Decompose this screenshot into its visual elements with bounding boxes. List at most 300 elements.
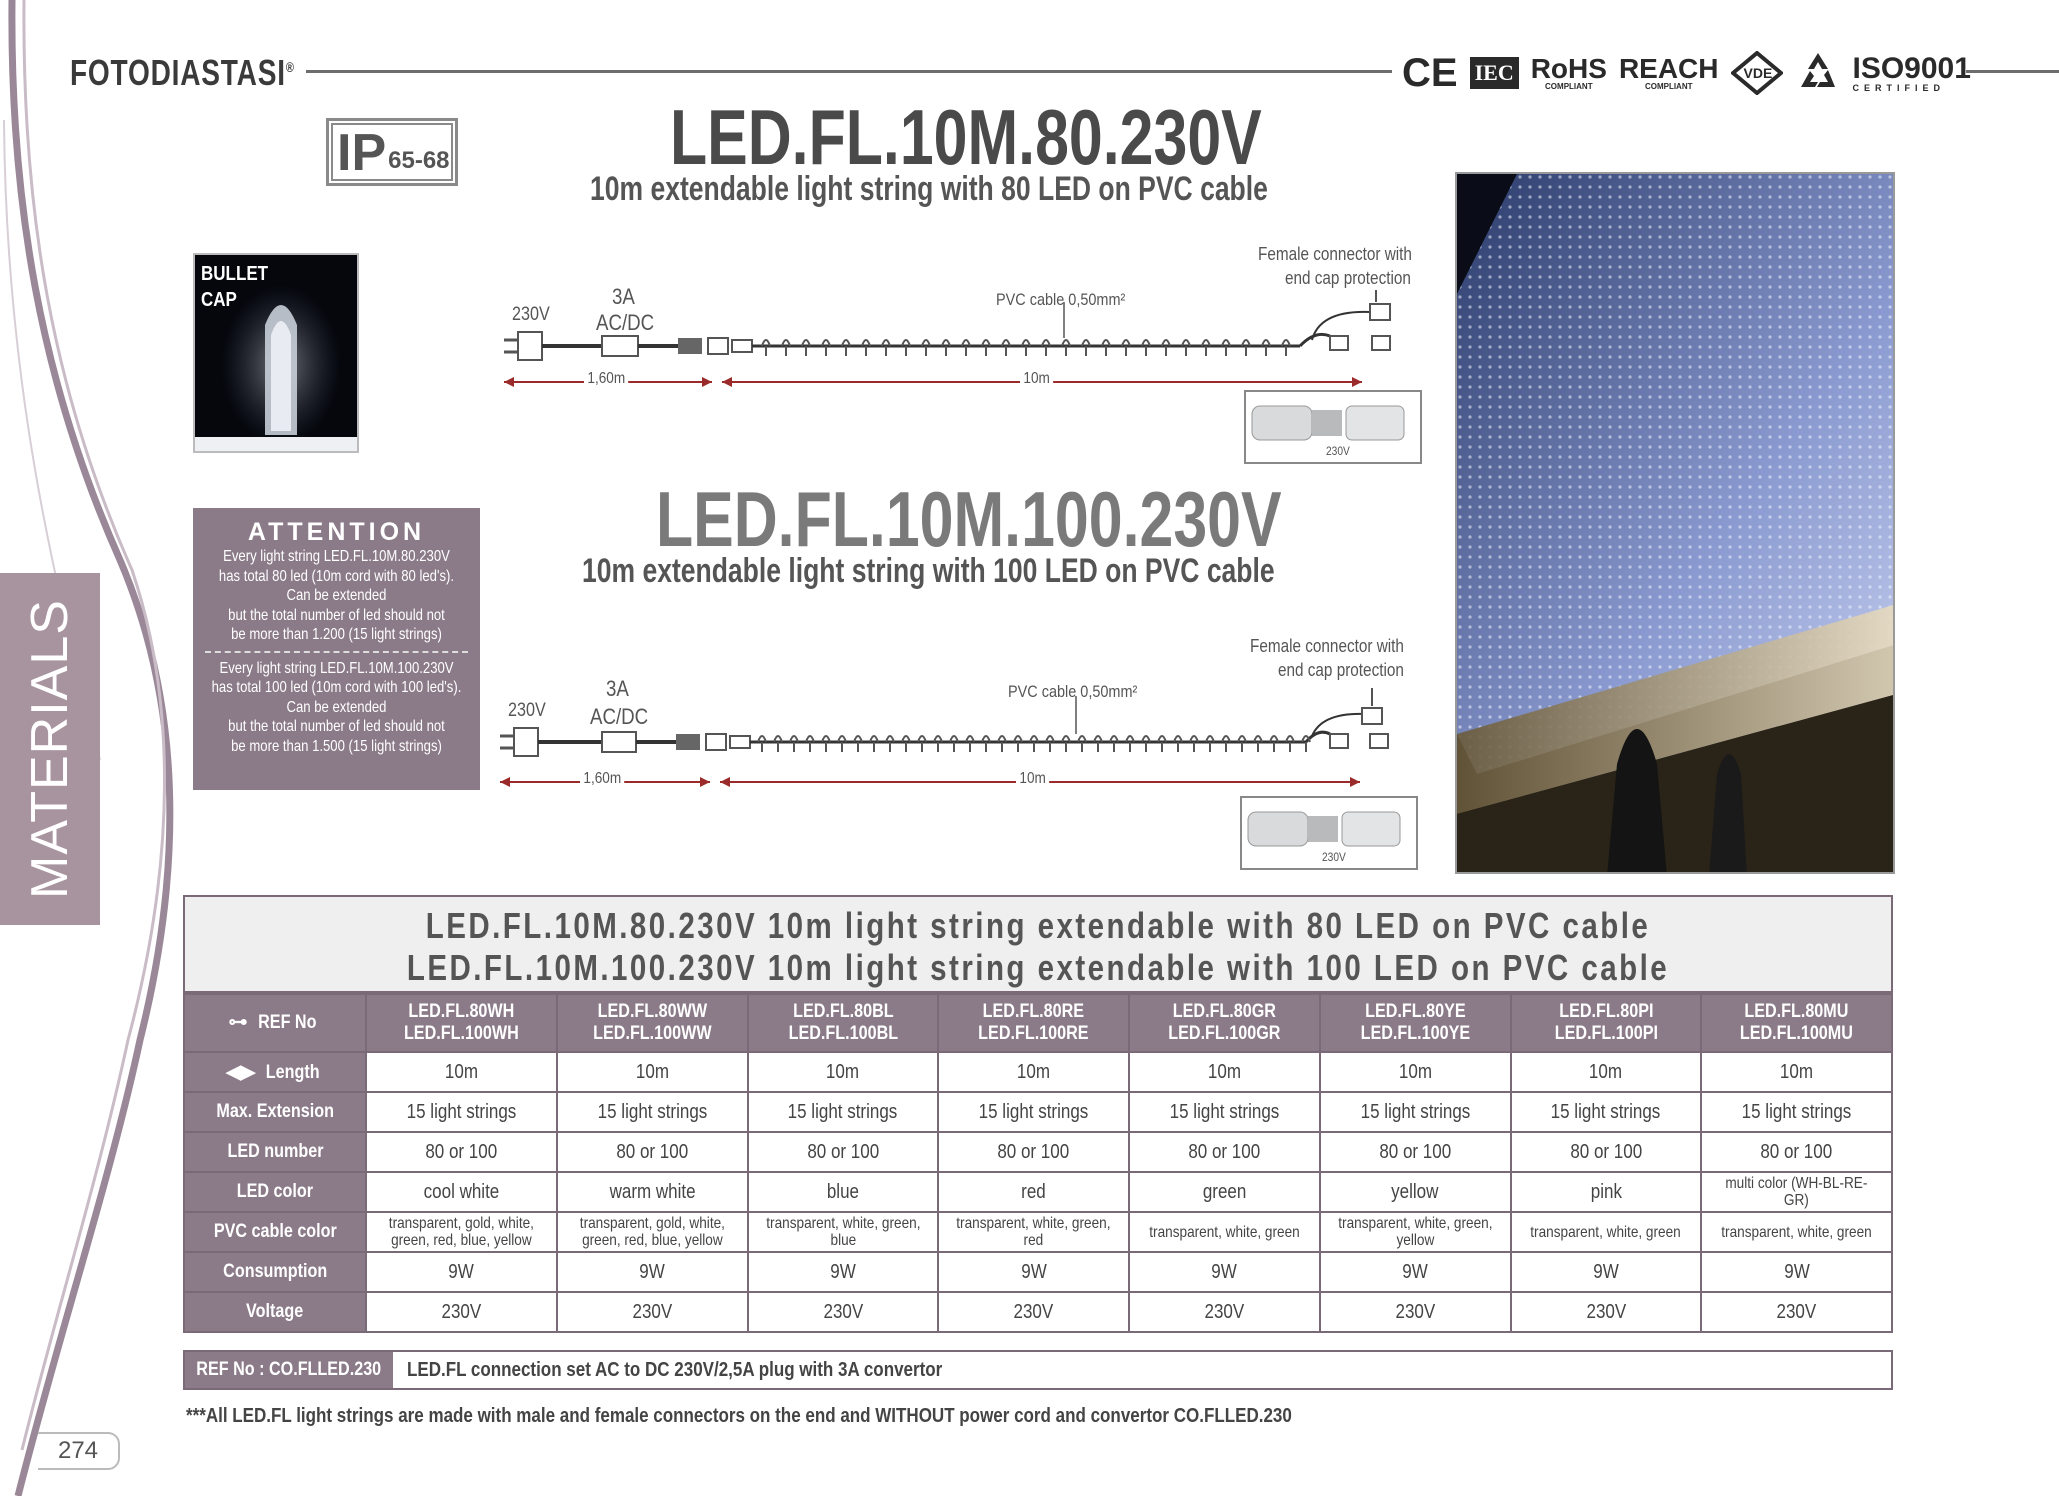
led-bulb-mark [1262,340,1270,356]
spec-ref-code: LED.FL.80WH [408,1001,515,1022]
iso9001-logo [1852,51,1971,93]
iso-certified-text: CERTIFIED [1852,82,1946,93]
brand-registered-mark: ® [285,59,295,75]
led-bulb-mark [1286,736,1294,752]
spec-cell [748,1252,939,1292]
spec-value: 80 or 100 [1379,1140,1452,1163]
header-rule-right [1966,70,2059,73]
spec-value: 9W [1593,1260,1619,1283]
brand-logo [70,52,295,94]
spec-value: green [1202,1180,1247,1203]
spec-value: 10m [635,1060,669,1083]
spec-voltage-row [184,1292,1892,1332]
led-bulb-mark [966,736,974,752]
spec-value: 80 or 100 [425,1140,498,1163]
led-bulb-mark [762,340,770,356]
spec-row-label-text: LED color [236,1181,314,1202]
spec-value: 80 or 100 [806,1140,879,1163]
header-rule-left [306,70,1392,73]
spec-cell [557,1292,748,1332]
connection-set-row [183,1350,1893,1390]
spec-grid [183,993,1893,1333]
spec-ref-code: LED.FL.80RE [982,1001,1085,1022]
diagram-1-string-length: 10m [1020,370,1053,388]
spec-value: 10m [826,1060,860,1083]
spec-cell [748,994,939,1052]
spec-value: 230V [1013,1300,1054,1323]
spec-cell [1701,1212,1892,1252]
bullet-cap-label [201,261,268,313]
led-bulb-mark [1174,736,1182,752]
spec-ref-code: LED.FL.100GR [1168,1023,1281,1044]
spec-cell [1129,1132,1320,1172]
led-bulb-mark [758,736,766,752]
spec-cell [1511,1132,1702,1172]
spec-cell [1129,1212,1320,1252]
spec-value: 80 or 100 [997,1140,1070,1163]
led-bulb-mark [950,736,958,752]
diagram-1-pvc-cable: PVC cable 0,50mm² [996,290,1126,309]
storefront-lights-image [1457,174,1895,874]
spec-cell [1129,1292,1320,1332]
attention-heading: ATTENTION [247,518,426,546]
spec-cell [1511,1172,1702,1212]
spec-cell [1701,1252,1892,1292]
spec-value: 80 or 100 [616,1140,689,1163]
spec-header-line-2: LED.FL.10M.100.230V 10m light string extendable with 100 LED on PVC cable [406,947,1670,988]
spec-cell [557,1212,748,1252]
spec-row-label [184,1052,366,1092]
length-arrows-icon: ◀▶ [226,1061,261,1083]
spec-cell [366,1212,557,1252]
diagram-1-end-cap: end cap protection [1285,268,1411,288]
connection-set-description-text: LED.FL connection set AC to DC 230V/2,5A plug with 3A convertor [407,1358,943,1381]
spec-ref-code: LED.FL.100MU [1740,1023,1854,1044]
spec-value: 10m [444,1060,478,1083]
spec-value: 230V [823,1300,863,1323]
ce-mark-logo: CE [1402,50,1458,95]
led-bulb-mark [1014,736,1022,752]
iso-text: ISO9001 [1852,51,1971,85]
spec-cell [1701,994,1892,1052]
rohs-compliant-text: COMPLIANT [1545,82,1593,91]
spec-value: 230V [1586,1300,1626,1323]
led-bulb-mark [942,340,950,356]
led-bulb-mark [886,736,894,752]
led-bulb-mark [918,736,926,752]
spec-value: transparent, white, green [1721,1223,1872,1241]
spec-cell [1701,1052,1892,1092]
spec-value: 230V [632,1300,672,1323]
led-bulb-mark [790,736,798,752]
led-bulb-mark [1082,340,1090,356]
led-bulb-mark [1222,340,1230,356]
page-number-text: 274 [57,1437,99,1464]
ip-rating-badge [326,118,458,186]
spec-ref-code: LED.FL.80YE [1364,1001,1466,1022]
diagram-1-inset-voltage: 230V [1326,444,1350,458]
spec-cell [1511,1212,1702,1252]
spec-cell [938,1052,1129,1092]
attention-line: Can be extended [286,587,387,604]
spec-value: 80 or 100 [1188,1140,1261,1163]
spec-value: 15 light strings [406,1100,517,1123]
spec-value: 15 light strings [1169,1100,1280,1123]
wiring-diagram-2 [496,632,1426,872]
spec-cell [1511,1292,1702,1332]
led-bulb-mark [1206,736,1214,752]
led-bulb-mark [1182,340,1190,356]
led-bulb-mark [882,340,890,356]
brand-name: FOTODIASTASI [70,52,286,93]
led-bulb-mark [1110,736,1118,752]
led-bulb-mark [1190,736,1198,752]
spec-length-row [184,1052,1892,1092]
spec-cell [1320,1132,1511,1172]
spec-ref-code: LED.FL.80PI [1558,1001,1653,1022]
spec-cell [557,994,748,1052]
spec-value: 10m [1207,1060,1241,1083]
spec-cell [1129,1092,1320,1132]
spec-led-number-row [184,1132,1892,1172]
reach-text: REACH [1618,53,1719,84]
spec-ref-code: LED.FL.100BL [788,1023,898,1044]
spec-row-label-text: Length [265,1061,320,1083]
spec-value: 9W [639,1260,665,1283]
spec-value: 15 light strings [1551,1100,1661,1123]
spec-value: 9W [1211,1260,1238,1283]
spec-row-label-text: PVC cable color [213,1221,337,1242]
bullet-cap-line2: CAP [201,289,237,311]
led-bulb-mark [1162,340,1170,356]
iec-logo: IEC [1470,57,1519,89]
spec-value: transparent, gold, white, green, red, blue, yellow [579,1215,725,1249]
led-bulb-mark [1158,736,1166,752]
spec-value: 9W [830,1260,856,1283]
spec-value: transparent, white, green, blue [765,1215,920,1249]
footnote: ***All LED.FL light strings are made with male and female connectors on the end and WITHOUT power cord and convertor CO.FLLED.230 [186,1405,1292,1427]
led-bulb-mark [1102,340,1110,356]
spec-cell [938,994,1129,1052]
connection-set-ref [185,1352,393,1388]
spec-cell [1511,1052,1702,1092]
rohs-text: RoHS [1530,53,1607,84]
diagram-2-pvc-cable: PVC cable 0,50mm² [1008,682,1138,701]
attention-line: Every light string LED.FL.10M.100.230V [219,659,454,677]
led-bulb-mark [1202,340,1210,356]
spec-cell [1701,1292,1892,1332]
spec-value: 9W [448,1260,475,1283]
spec-row-label-text: LED number [226,1141,323,1162]
spec-ref-code: LED.FL.80WW [597,1001,707,1022]
spec-pvc-color-row [184,1212,1892,1252]
product-2-title: LED.FL.10M.100.230V [656,475,1282,563]
led-bulb-mark [782,340,790,356]
spec-cell [748,1292,939,1332]
spec-value: yellow [1391,1180,1439,1203]
spec-cell [1320,994,1511,1052]
spec-row-label [184,1092,366,1132]
attention-line: has total 100 led (10m cord with 100 led's). [211,679,462,696]
spec-cell [748,1052,939,1092]
led-bulb-mark [1270,736,1278,752]
product-1-subtitle: 10m extendable light string with 80 LED on PVC cable [590,170,1268,208]
spec-ref-code: LED.FL.80MU [1744,1001,1849,1022]
wiring-diagram-1 [500,240,1430,470]
spec-cell [1701,1172,1892,1212]
spec-row-label [184,994,366,1052]
product-2-subtitle: 10m extendable light string with 100 LED on PVC cable [582,552,1275,590]
led-bulb-mark [1238,736,1246,752]
attention-line: be more than 1.500 (15 light strings) [231,737,442,755]
led-bulb-mark [822,340,830,356]
spec-cell [366,1052,557,1092]
led-bulb-mark [838,736,846,752]
spec-row-label [184,1252,366,1292]
spec-cell [1511,1252,1702,1292]
spec-value: transparent, white, green, red [956,1215,1111,1249]
materials-side-tab [0,573,100,925]
spec-cell [1511,994,1702,1052]
diagram-2-cord-length: 1,60m [580,770,625,788]
spec-ref-code: LED.FL.100RE [978,1023,1089,1044]
spec-value: multi color (WH-BL-RE-GR) [1725,1175,1868,1209]
spec-ref-code: LED.FL.100PI [1554,1023,1658,1044]
bullet-cap-line1: BULLET [201,263,269,285]
attention-line: Can be extended [286,698,387,716]
spec-cell [1129,1172,1320,1212]
led-bulb-mark [1062,340,1070,356]
spec-value: red [1021,1180,1046,1203]
spec-cell [557,1172,748,1212]
spec-row-label [184,1132,366,1172]
spec-value: 15 light strings [978,1100,1089,1123]
spec-cell [557,1092,748,1132]
spec-cell [1129,1052,1320,1092]
led-bulb-mark [1254,736,1262,752]
led-bulb-mark [862,340,870,356]
spec-value: transparent, white, green, yellow [1338,1215,1493,1249]
led-bulb-mark [822,736,830,752]
spec-cell [1320,1292,1511,1332]
spec-cell [366,1252,557,1292]
specification-table [183,895,1893,1333]
led-bulb-mark [1142,340,1150,356]
led-bulb-mark [902,736,910,752]
spec-value: 10m [1780,1060,1814,1083]
installation-photo [1455,172,1895,874]
spec-value: 9W [1020,1260,1047,1283]
spec-value: 10m [1017,1060,1051,1083]
led-bulb-mark [1046,736,1054,752]
spec-cell [1320,1172,1511,1212]
led-bulb-mark [1122,340,1130,356]
led-bulb-mark [1126,736,1134,752]
led-bulb-mark [934,736,942,752]
attention-line: but the total number of led should not [228,718,445,735]
led-bulb-mark [1078,736,1086,752]
spec-value: 9W [1783,1260,1810,1283]
spec-cell [1701,1132,1892,1172]
spec-cell [366,1172,557,1212]
diagram-2-inset-voltage: 230V [1322,850,1346,864]
spec-value: transparent, white, green [1530,1223,1682,1241]
spec-row-label [184,1172,366,1212]
led-bulb-mark [802,340,810,356]
diagram-1-cord-length: 1,60m [584,370,629,388]
spec-cell [748,1132,939,1172]
reach-logo [1619,55,1719,91]
attention-line: be more than 1.200 (15 light strings) [231,626,442,643]
led-bulb-mark [902,340,910,356]
spec-cell [1320,1092,1511,1132]
diagram-2-end-cap: end cap protection [1278,660,1404,680]
vde-logo [1731,51,1783,95]
led-bulb-mark [1002,340,1010,356]
spec-ref-code: LED.FL.100WH [403,1023,519,1044]
spec-value: warm white [609,1180,696,1203]
spec-cell [1320,1052,1511,1092]
spec-table-header [183,895,1893,993]
side-tab-label: MATERIALS [21,599,79,899]
spec-cell [748,1172,939,1212]
spec-header-line-1: LED.FL.10M.80.230V 10m light string extendable with 80 LED on PVC cable [425,905,1651,946]
spec-value: 230V [441,1300,482,1323]
led-bulb-mark [842,340,850,356]
spec-led-color-row [184,1172,1892,1212]
spec-cell [1129,1252,1320,1292]
spec-value: pink [1590,1180,1622,1203]
page-number [38,1432,120,1470]
spec-cell [748,1092,939,1132]
spec-value: transparent, white, green [1149,1223,1300,1241]
spec-row-label [184,1212,366,1252]
diagram-2-current: 3A [606,676,629,701]
spec-row-label-text: REF No [257,1012,317,1033]
led-bulb-mark [922,340,930,356]
attention-box [193,508,480,790]
spec-cell [938,1172,1129,1212]
led-bulb-mark [854,736,862,752]
attention-line: Every light string LED.FL.10M.80.230V [223,548,450,565]
spec-cell [1320,1252,1511,1292]
reach-compliant-text: COMPLIANT [1644,82,1693,91]
recycle-icon [1795,49,1841,98]
attention-paragraph-1 [194,547,479,645]
spec-cell [938,1292,1129,1332]
diagram-1-current: 3A [612,284,635,309]
spec-cell [938,1132,1129,1172]
led-bulb-mark [870,736,878,752]
diagram-2-female-connector: Female connector with [1250,636,1404,656]
spec-value: 9W [1402,1260,1428,1283]
spec-ref-code: LED.FL.80GR [1172,1001,1276,1022]
led-bulb-mark [1042,340,1050,356]
spec-cell [366,1292,557,1332]
spec-row-label-text: Consumption [222,1261,328,1282]
led-bulb-mark [1222,736,1230,752]
led-bulb-mark [1282,340,1290,356]
ip-range: 65-68 [388,147,450,174]
ip-label: IP [337,124,387,182]
attention-divider [205,651,468,653]
attention-line: has total 80 led (10m cord with 80 led's). [218,567,455,585]
diagram-2-string-length: 10m [1016,770,1049,788]
attention-line: but the total number of led should not [228,606,445,624]
spec-cell [366,1132,557,1172]
spec-cell [938,1092,1129,1132]
vde-text: VDE [1743,65,1773,81]
led-bulb-mark [982,340,990,356]
spec-cell [557,1052,748,1092]
diagram-1-female-connector: Female connector with [1258,244,1412,264]
spec-value: 15 light strings [597,1100,707,1123]
led-bulb-mark [774,736,782,752]
led-bulb-mark [1302,736,1310,752]
led-bulb-mark [1242,340,1250,356]
diagram-2-voltage: 230V [508,700,546,721]
led-bulb-mark [982,736,990,752]
spec-value: 15 light strings [1741,1100,1852,1123]
diagram-1-voltage: 230V [512,304,550,325]
spec-value: 230V [1204,1300,1245,1323]
led-bulb-mark [1142,736,1150,752]
spec-value: 230V [1395,1300,1435,1323]
bullet-cap-photo [193,253,359,453]
spec-value: 230V [1776,1300,1817,1323]
spec-value: cool white [423,1180,500,1203]
connection-set-description [393,1352,1891,1388]
spec-cell [557,1252,748,1292]
spec-cell [938,1212,1129,1252]
spec-value: 80 or 100 [1760,1140,1833,1163]
spec-consumption-row [184,1252,1892,1292]
diagram-2-connector-inset [1240,796,1418,870]
led-bulb-mark [1030,736,1038,752]
spec-cell [366,994,557,1052]
spec-ref-code: LED.FL.80BL [792,1001,894,1022]
product-1-title: LED.FL.10M.80.230V [670,93,1262,181]
spec-cell [748,1212,939,1252]
spec-value: 15 light strings [788,1100,898,1123]
spec-ref-row [184,994,1892,1052]
diagram-2-acdc: AC/DC [590,704,649,729]
spec-value: 10m [1398,1060,1432,1083]
spec-ref-code: LED.FL.100WW [592,1023,712,1044]
rohs-logo [1531,55,1607,91]
spec-value: 10m [1589,1060,1623,1083]
diagram-1-acdc: AC/DC [596,310,655,335]
spec-cell [1511,1092,1702,1132]
spec-row-label-text: Max. Extension [216,1101,334,1122]
spec-cell [1320,1212,1511,1252]
spec-ref-code: LED.FL.100YE [1360,1023,1470,1044]
led-bulb-mark [998,736,1006,752]
led-bulb-mark [1022,340,1030,356]
led-bulb-mark [962,340,970,356]
spec-extension-row [184,1092,1892,1132]
led-bulb-mark [1094,736,1102,752]
certification-logos [1402,48,1971,98]
spec-cell [557,1132,748,1172]
spec-row-label [184,1292,366,1332]
led-bulb-mark [1062,736,1070,752]
spec-value: transparent, gold, white, green, red, blue, yellow [388,1215,534,1249]
spec-cell [1129,994,1320,1052]
attention-paragraph-2 [194,659,479,757]
diagram-1-connector-inset [1244,390,1422,464]
spec-value: 15 light strings [1360,1100,1470,1123]
